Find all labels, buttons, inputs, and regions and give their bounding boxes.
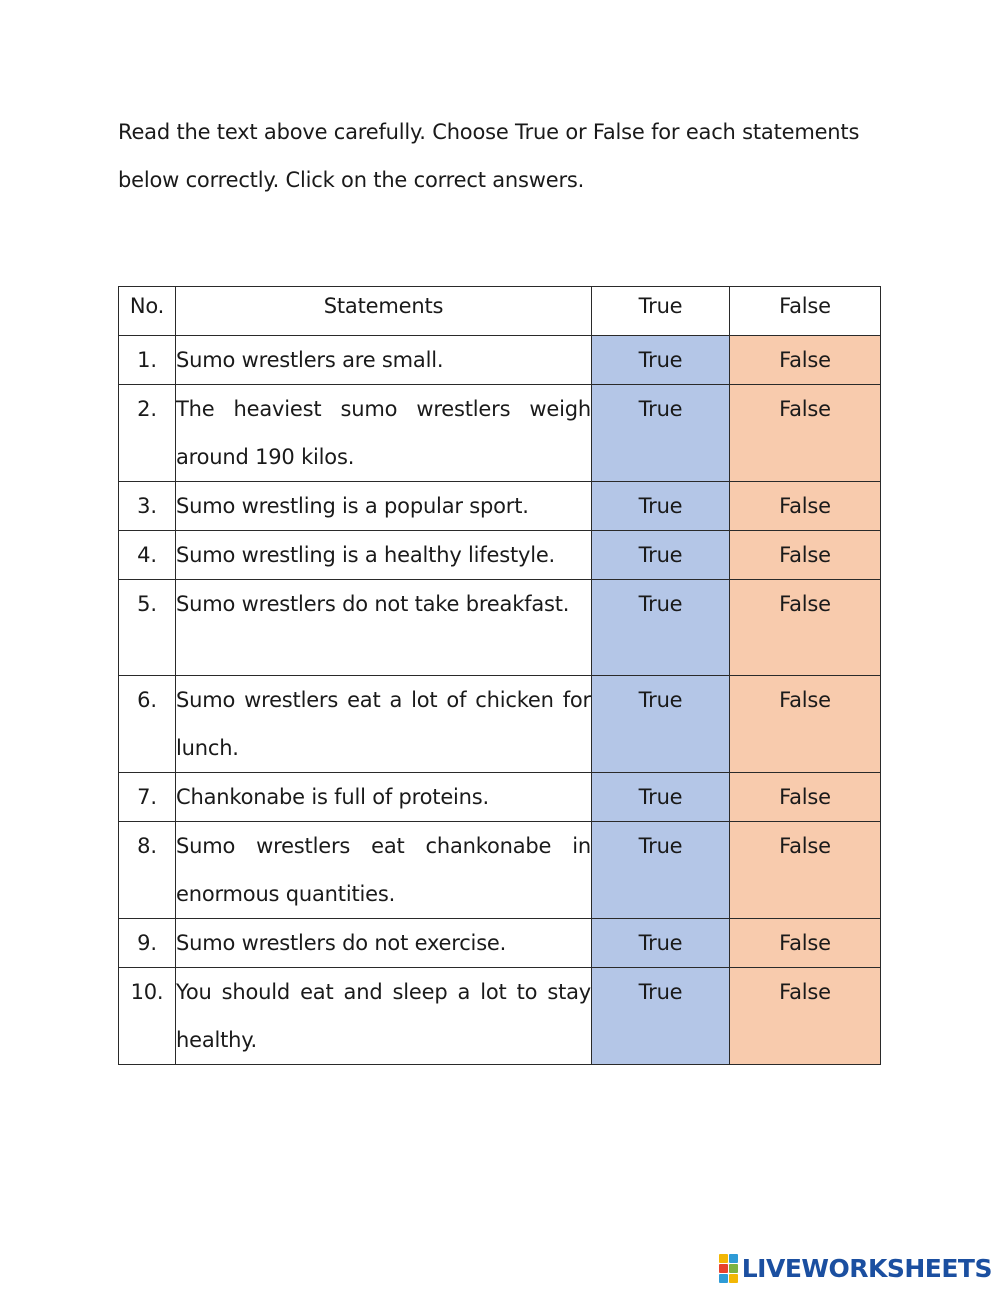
table-row: [119, 580, 881, 676]
statement-text: Sumo wrestlers eat chankonabe in enormous quantities.: [176, 822, 592, 919]
true-option[interactable]: True: [592, 482, 730, 531]
table-row: [119, 919, 881, 968]
row-number: 8.: [119, 822, 176, 919]
table-row: [119, 385, 881, 482]
row-number: 9.: [119, 919, 176, 968]
row-number: 3.: [119, 482, 176, 531]
table-row: [119, 531, 881, 580]
true-option[interactable]: True: [592, 773, 730, 822]
false-option[interactable]: False: [730, 919, 881, 968]
statement-text: Sumo wrestlers are small.: [176, 336, 592, 385]
brand-text: LIVEWORKSHEETS: [741, 1254, 992, 1283]
table-row: [119, 482, 881, 531]
true-option[interactable]: True: [592, 580, 730, 676]
statement-text: Chankonabe is full of proteins.: [176, 773, 592, 822]
instructions-line-2: below correctly. Click on the correct answers.: [118, 168, 585, 192]
instructions: [118, 108, 888, 204]
statement-text: Sumo wrestling is a popular sport.: [176, 482, 592, 531]
table-row: [119, 336, 881, 385]
statement-text: Sumo wrestling is a healthy lifestyle.: [176, 531, 592, 580]
row-number: 5.: [119, 580, 176, 676]
true-option[interactable]: True: [592, 531, 730, 580]
row-number: 6.: [119, 676, 176, 773]
false-option[interactable]: False: [730, 676, 881, 773]
header-false: False: [730, 287, 881, 336]
false-option[interactable]: False: [730, 580, 881, 676]
false-option[interactable]: False: [730, 531, 881, 580]
statement-text: Sumo wrestlers eat a lot of chicken for lunch.: [176, 676, 592, 773]
true-option[interactable]: True: [592, 968, 730, 1065]
table-row: [119, 822, 881, 919]
statement-text: You should eat and sleep a lot to stay healthy.: [176, 968, 592, 1065]
true-option[interactable]: True: [592, 822, 730, 919]
true-option[interactable]: True: [592, 385, 730, 482]
true-option[interactable]: True: [592, 336, 730, 385]
false-option[interactable]: False: [730, 822, 881, 919]
row-number: 7.: [119, 773, 176, 822]
header-no: No.: [119, 287, 176, 336]
header-true: True: [592, 287, 730, 336]
liveworksheets-logo-icon: [719, 1254, 738, 1283]
instructions-line-1: Read the text above carefully. Choose True or False for each statements: [118, 120, 860, 144]
false-option[interactable]: False: [730, 385, 881, 482]
table-row: [119, 968, 881, 1065]
row-number: 4.: [119, 531, 176, 580]
row-number: 10.: [119, 968, 176, 1065]
liveworksheets-logo: [719, 1254, 992, 1283]
table-row: [119, 676, 881, 773]
table-row: [119, 773, 881, 822]
table-header-row: [119, 287, 881, 336]
header-statements: Statements: [176, 287, 592, 336]
true-option[interactable]: True: [592, 919, 730, 968]
false-option[interactable]: False: [730, 773, 881, 822]
false-option[interactable]: False: [730, 336, 881, 385]
true-option[interactable]: True: [592, 676, 730, 773]
row-number: 2.: [119, 385, 176, 482]
false-option[interactable]: False: [730, 482, 881, 531]
true-false-table: [118, 286, 881, 1065]
statement-text: Sumo wrestlers do not take breakfast.: [176, 580, 592, 676]
statement-text: Sumo wrestlers do not exercise.: [176, 919, 592, 968]
statement-text: The heaviest sumo wrestlers weigh around 190 kilos.: [176, 385, 592, 482]
false-option[interactable]: False: [730, 968, 881, 1065]
row-number: 1.: [119, 336, 176, 385]
